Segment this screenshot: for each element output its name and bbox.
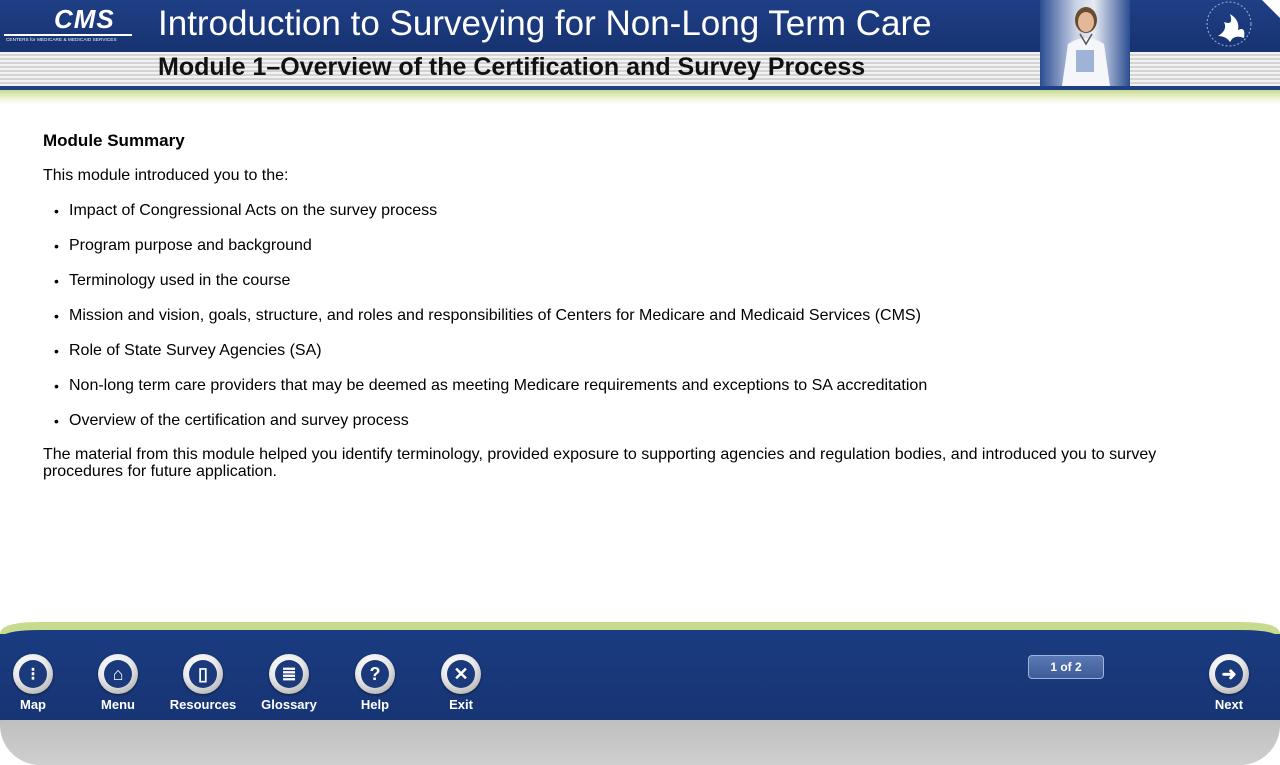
list-item: [43, 221, 1243, 256]
next-button[interactable]: [1194, 654, 1264, 716]
list-item-text: Program purpose and background: [69, 237, 312, 254]
bullet-icon: •: [54, 238, 59, 254]
exit-button-label: Exit: [449, 697, 473, 712]
cms-logo-swoosh: [4, 34, 132, 36]
glossary-icon: ≣: [275, 660, 303, 688]
module-summary-content: [43, 131, 1243, 480]
list-item: [43, 326, 1243, 361]
arrow-right-icon: ➜: [1215, 660, 1243, 688]
bullet-icon: •: [54, 203, 59, 219]
menu-button-label: Menu: [101, 697, 135, 712]
list-item-text: Role of State Survey Agencies (SA): [69, 342, 322, 359]
course-title: Introduction to Surveying for Non-Long Term Care: [158, 4, 932, 43]
list-item-text: Terminology used in the course: [69, 272, 291, 289]
resources-icon: ▯: [189, 660, 217, 688]
list-item: [43, 396, 1243, 431]
hhs-eagle-logo: [1200, 0, 1258, 52]
list-item: [43, 186, 1243, 221]
help-button[interactable]: [340, 654, 410, 716]
list-item-text: Non-long term care providers that may be deemed as meeting Medicare requirements and exceptions to SA accreditation: [69, 377, 928, 394]
footer-base: [0, 720, 1280, 765]
list-item-text: Impact of Congressional Acts on the survey process: [69, 202, 438, 219]
summary-intro: This module introduced you to the:: [43, 167, 289, 184]
list-item-text: Overview of the certification and survey process: [69, 412, 409, 429]
list-item-text: Mission and vision, goals, structure, and roles and responsibilities of Centers for Medicare and Medicaid Services (CMS): [69, 307, 921, 324]
bullet-icon: •: [54, 273, 59, 289]
map-button-label: Map: [20, 697, 46, 712]
close-icon: ✕: [447, 660, 475, 688]
bullet-icon: •: [54, 308, 59, 324]
glossary-button-label: Glossary: [261, 697, 317, 712]
cms-logo-text: CMS: [54, 4, 115, 34]
home-icon: ⌂: [104, 660, 132, 688]
resources-button[interactable]: [168, 654, 238, 716]
summary-bullet-list: [43, 186, 1243, 431]
map-button[interactable]: [0, 654, 68, 716]
nurse-photo: [1040, 0, 1130, 86]
module-title: Module 1–Overview of the Certification and Survey Process: [158, 53, 866, 81]
menu-button[interactable]: [83, 654, 153, 716]
summary-closing-paragraph: The material from this module helped you identify terminology, provided exposure to supporting agencies and regulation bodies, and introduced you to survey procedures for future application.: [43, 446, 1157, 480]
list-item: [43, 291, 1243, 326]
exit-button[interactable]: [426, 654, 496, 716]
bullet-icon: •: [54, 343, 59, 359]
help-icon: ?: [361, 660, 389, 688]
cms-logo-subtext: CENTERS for MEDICARE & MEDICAID SERVICES: [6, 37, 117, 42]
list-item: [43, 256, 1243, 291]
next-button-label: Next: [1214, 697, 1244, 712]
bullet-icon: •: [54, 413, 59, 429]
cms-logo: [4, 4, 136, 46]
glossary-button[interactable]: [254, 654, 324, 716]
course-header: [0, 0, 1280, 104]
page-indicator: 1 of 2: [1028, 655, 1104, 679]
summary-heading: Module Summary: [43, 131, 185, 150]
bullet-icon: •: [54, 378, 59, 394]
list-item: [43, 361, 1243, 396]
map-icon: ⁝: [19, 660, 47, 688]
header-accent-band: [0, 90, 1280, 104]
resources-button-label: Resources: [169, 697, 237, 712]
help-button-label: Help: [360, 697, 390, 712]
corner-fold: [1262, 0, 1280, 18]
